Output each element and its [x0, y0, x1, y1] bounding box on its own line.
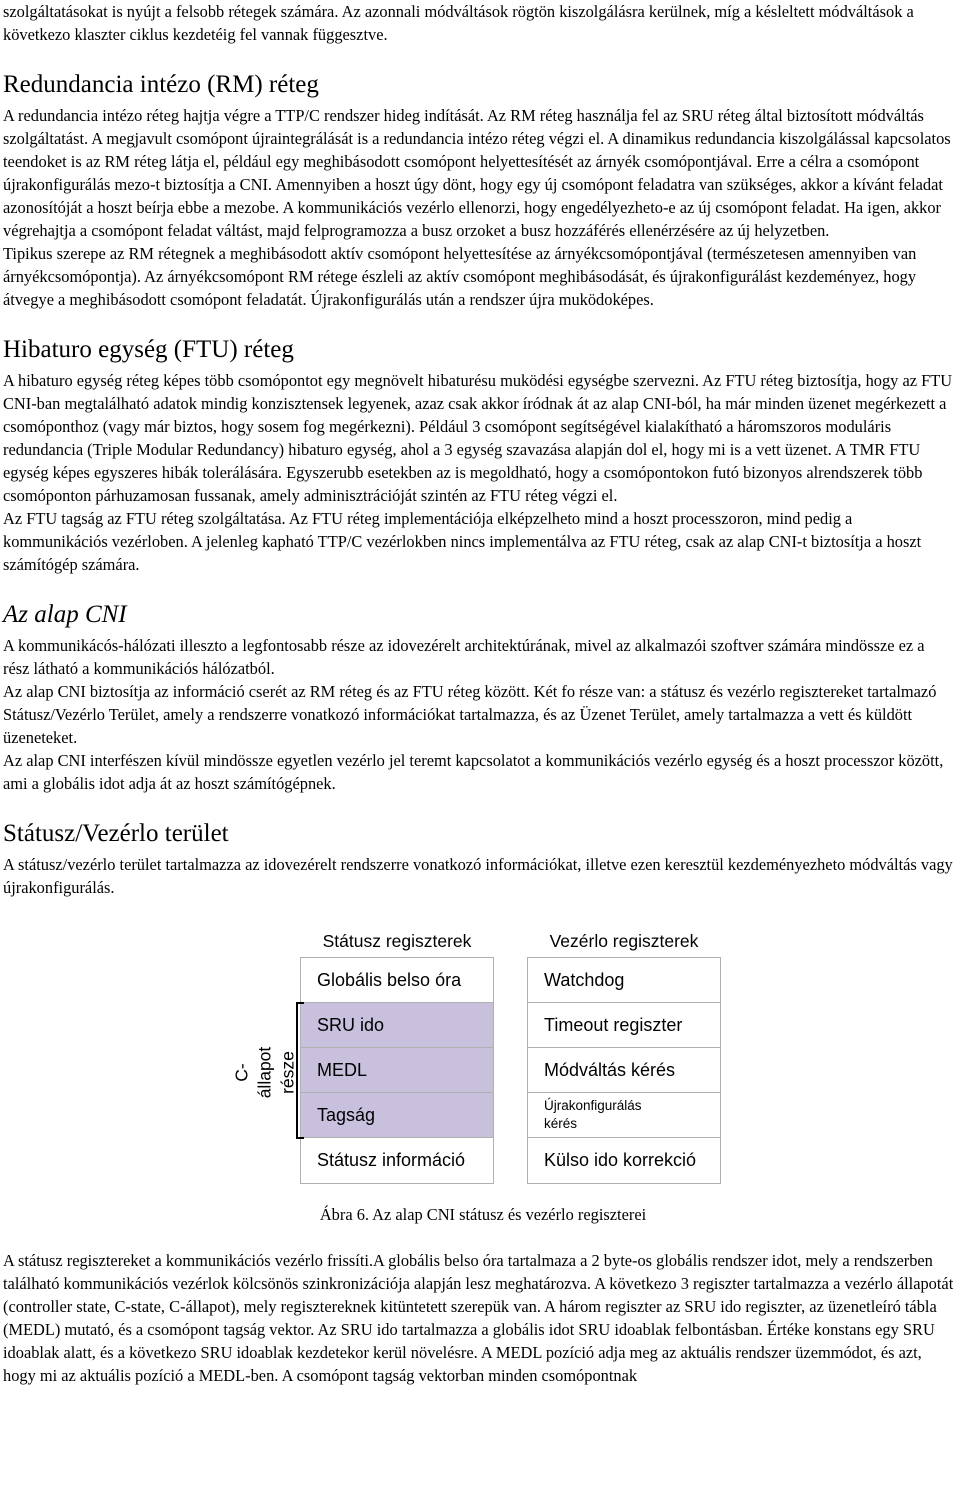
control-register-label: Újrakonfigurálás kérés: [544, 1098, 642, 1131]
c-state-label: [231, 1024, 298, 1120]
control-registers-table: [527, 957, 721, 1184]
cni-section-heading: Az alap CNI: [3, 601, 127, 628]
status-section-heading: Státusz/Vezérlo terület: [3, 820, 229, 847]
control-registers-header: Vezérlo regiszterek: [549, 931, 699, 951]
ftu-paragraph-2: Az FTU tagság az FTU réteg szolgáltatása. Az FTU réteg implementációja elképzelheto mind a hoszt processzoron, mind pedig a kommunikációs vezérloben. A jelenleg kapható TTP/C vezérlokben nincs implementálva az FTU réteg, csak az alap CNI-t biztosítja a hoszt számítógép számára.: [3, 509, 922, 574]
figure-caption: Ábra 6. Az alap CNI státusz és vezérlo regiszterei: [319, 1205, 647, 1224]
status-register-cell: Globális belso óra: [301, 958, 493, 1003]
status-paragraph-1: A státusz/vezérlo terület tartalmazza az idovezérelt rendszerre vonatkozó információkat, illetve ezen keresztül kezdeményezheto módváltás vagy újrakonfigurálás.: [3, 855, 953, 897]
c-state-label-text: C-állapot része: [231, 1046, 298, 1098]
status-register-cell: Tagság: [301, 1093, 493, 1138]
control-register-cell: Külso ido korrekció: [544, 1150, 697, 1170]
cni-paragraph-2: Az alap CNI biztosítja az információ cserét az RM réteg és az FTU réteg között. Két fo része van: a státusz és vezérlo regisztereket tartalmazó Státusz/Vezérlo Terület, amely a rendszerre vonatkozó információkat tartalmazza, és az Üzenet Terület, amely tartalmazza a vett és küldött üzeneteket.: [3, 682, 937, 747]
register-figure: [3, 929, 955, 1247]
cni-paragraph-3: Az alap CNI interfészen kívül mindössze egyetlen vezérlo jel teremt kapcsolatot a kommunikációs vezérlo egység és a hoszt processzor között, ami a globális idot adja át az hoszt számítógépnek.: [3, 751, 944, 793]
control-register-cell: [528, 1093, 720, 1138]
status-register-cell: MEDL: [301, 1048, 493, 1093]
ftu-paragraph-1: A hibaturo egység réteg képes több csomópontot egy megnövelt hibaturésu muködési egységbe szervezni. Az FTU réteg biztosítja, hogy az FTU CNI-ban megtalálható adatok mindig konzisztensek legyenek, azaz csak akkor íródnak át az alap CNI-ból, ha már minden üzenet megérkezett a csomóponthoz (vagy már biztos, hogy sosem fog megérkezni). Például 3 csomópont segítségével kialakítható a háromszoros moduláris redundancia (Triple Modular Redundancy) hibaturo egység, ahol a 3 egység szavazása alapján dol el, hogy mi is a vett üzenet. A TMR FTU egység képes egyszeres hibák tolerálására. Egyszerubb esetekben az is megoldható, hogy a csomópontokon futó bizonyos alrendszerek több csomóponton párhuzamosan fussanak, amely adminisztrációját szintén az FTU réteg végzi el.: [3, 371, 953, 505]
control-register-cell: Módváltás kérés: [528, 1048, 720, 1093]
ftu-section-heading: Hibaturo egység (FTU) réteg: [3, 336, 294, 363]
outro-paragraph: A státusz regisztereket a kommunikációs vezérlo frissíti.A globális belso óra tartalmaza a 2 byte-os globális rendszer idot, mely a rendszerben található kommunikációs vezérlok kölcsönös szinkronizációja alapján lesz meghatározva. A következo 3 regiszter tartalmazza a vezérlo állapotát (controller state, C-state, C-állapot), mely regisztereknek kitüntetett szerepük van. A három regiszter az SRU ido regiszter, az üzenetleíró tábla (MEDL) mutató, és a csomópont tagság vektor. Az SRU ido tartalmazza a globális idot SRU idoablak felbontásban. Értéke konstans egy SRU idoablak alatt, és a következo SRU idoablak kezdetekor kerül növelésre. A MEDL pozíció adja meg az aktuális rendszer üzemmódot, és azt, hogy mi az aktuális pozíció a MEDL-ben. A csomópont tagság vektorban minden csomópontnak: [3, 1251, 954, 1385]
rm-paragraph-2: Tipikus szerepe az RM rétegnek a meghibásodott aktív csomópont helyettesítése az árnyékcsomópontjával (természetesen amennyiben van árnyékcsomópontja). Az árnyékcsomópont RM rétege észleli az aktív csomópont meghibásodását, és újrakonfigurálást kezdeményez, hogy átvegye a meghibásodott csomópont feladatát. Újrakonfigurálás után a rendszer újra muködoképes.: [3, 244, 917, 309]
document-page: [3, 0, 955, 1387]
rm-section-heading: Redundancia intézo (RM) réteg: [3, 71, 319, 98]
control-register-cell: Watchdog: [528, 958, 720, 1003]
status-registers-header: Státusz regiszterek: [322, 931, 472, 951]
intro-paragraph: szolgáltatásokat is nyújt a felsobb rétegek számára. Az azonnali módváltások rögtön kiszolgálásra kerülnek, míg a késleltett módváltások a következo klaszter ciklus kezdetéig fel vannak függesztve.: [3, 2, 914, 44]
status-register-cell: SRU ido: [301, 1003, 493, 1048]
control-register-cell: Timeout regiszter: [528, 1003, 720, 1048]
status-registers-table: [300, 957, 494, 1184]
status-register-cell: Státusz információ: [317, 1150, 466, 1170]
rm-paragraph-1: A redundancia intézo réteg hajtja végre a TTP/C rendszer hideg indítását. Az RM réteg használja fel az SRU réteg által biztosított módváltás szolgáltatást. A megjavult csomópont újraintegrálását is a redundancia intézo réteg végzi el. A dinamikus redundancia kiszolgálással kapcsolatos teendoket is az RM réteg látja el, például egy meghibásodott csomópont helyettesítését az árnyék csomópontjával. Erre a célra a csomópont újrakonfigurálás mezo-t biztosítja a CNI. Amennyiben a hoszt úgy dönt, hogy egy új csomópont feladatra van szükséges, akkor a kívánt feladat azonosítóját a hoszt beírja ebbe a mezobe. A kommunikációs vezérlo ellenorzi, hogy engedélyezheto-e az új csomópont feladat. Ha igen, akkor végrehajtja a csomópont feladat váltást, majd felprogramozza a busz orzoket a busz hozzáférés ellenérzésére az új helyzetben.: [3, 106, 951, 240]
cni-paragraph-1: A kommunikácós-hálózati illeszto a legfontosabb része az idovezérelt architektúrának, mivel az alkalmazói szoftver számára mindössze ez a rész látható a kommunikációs hálózatból.: [3, 636, 925, 678]
